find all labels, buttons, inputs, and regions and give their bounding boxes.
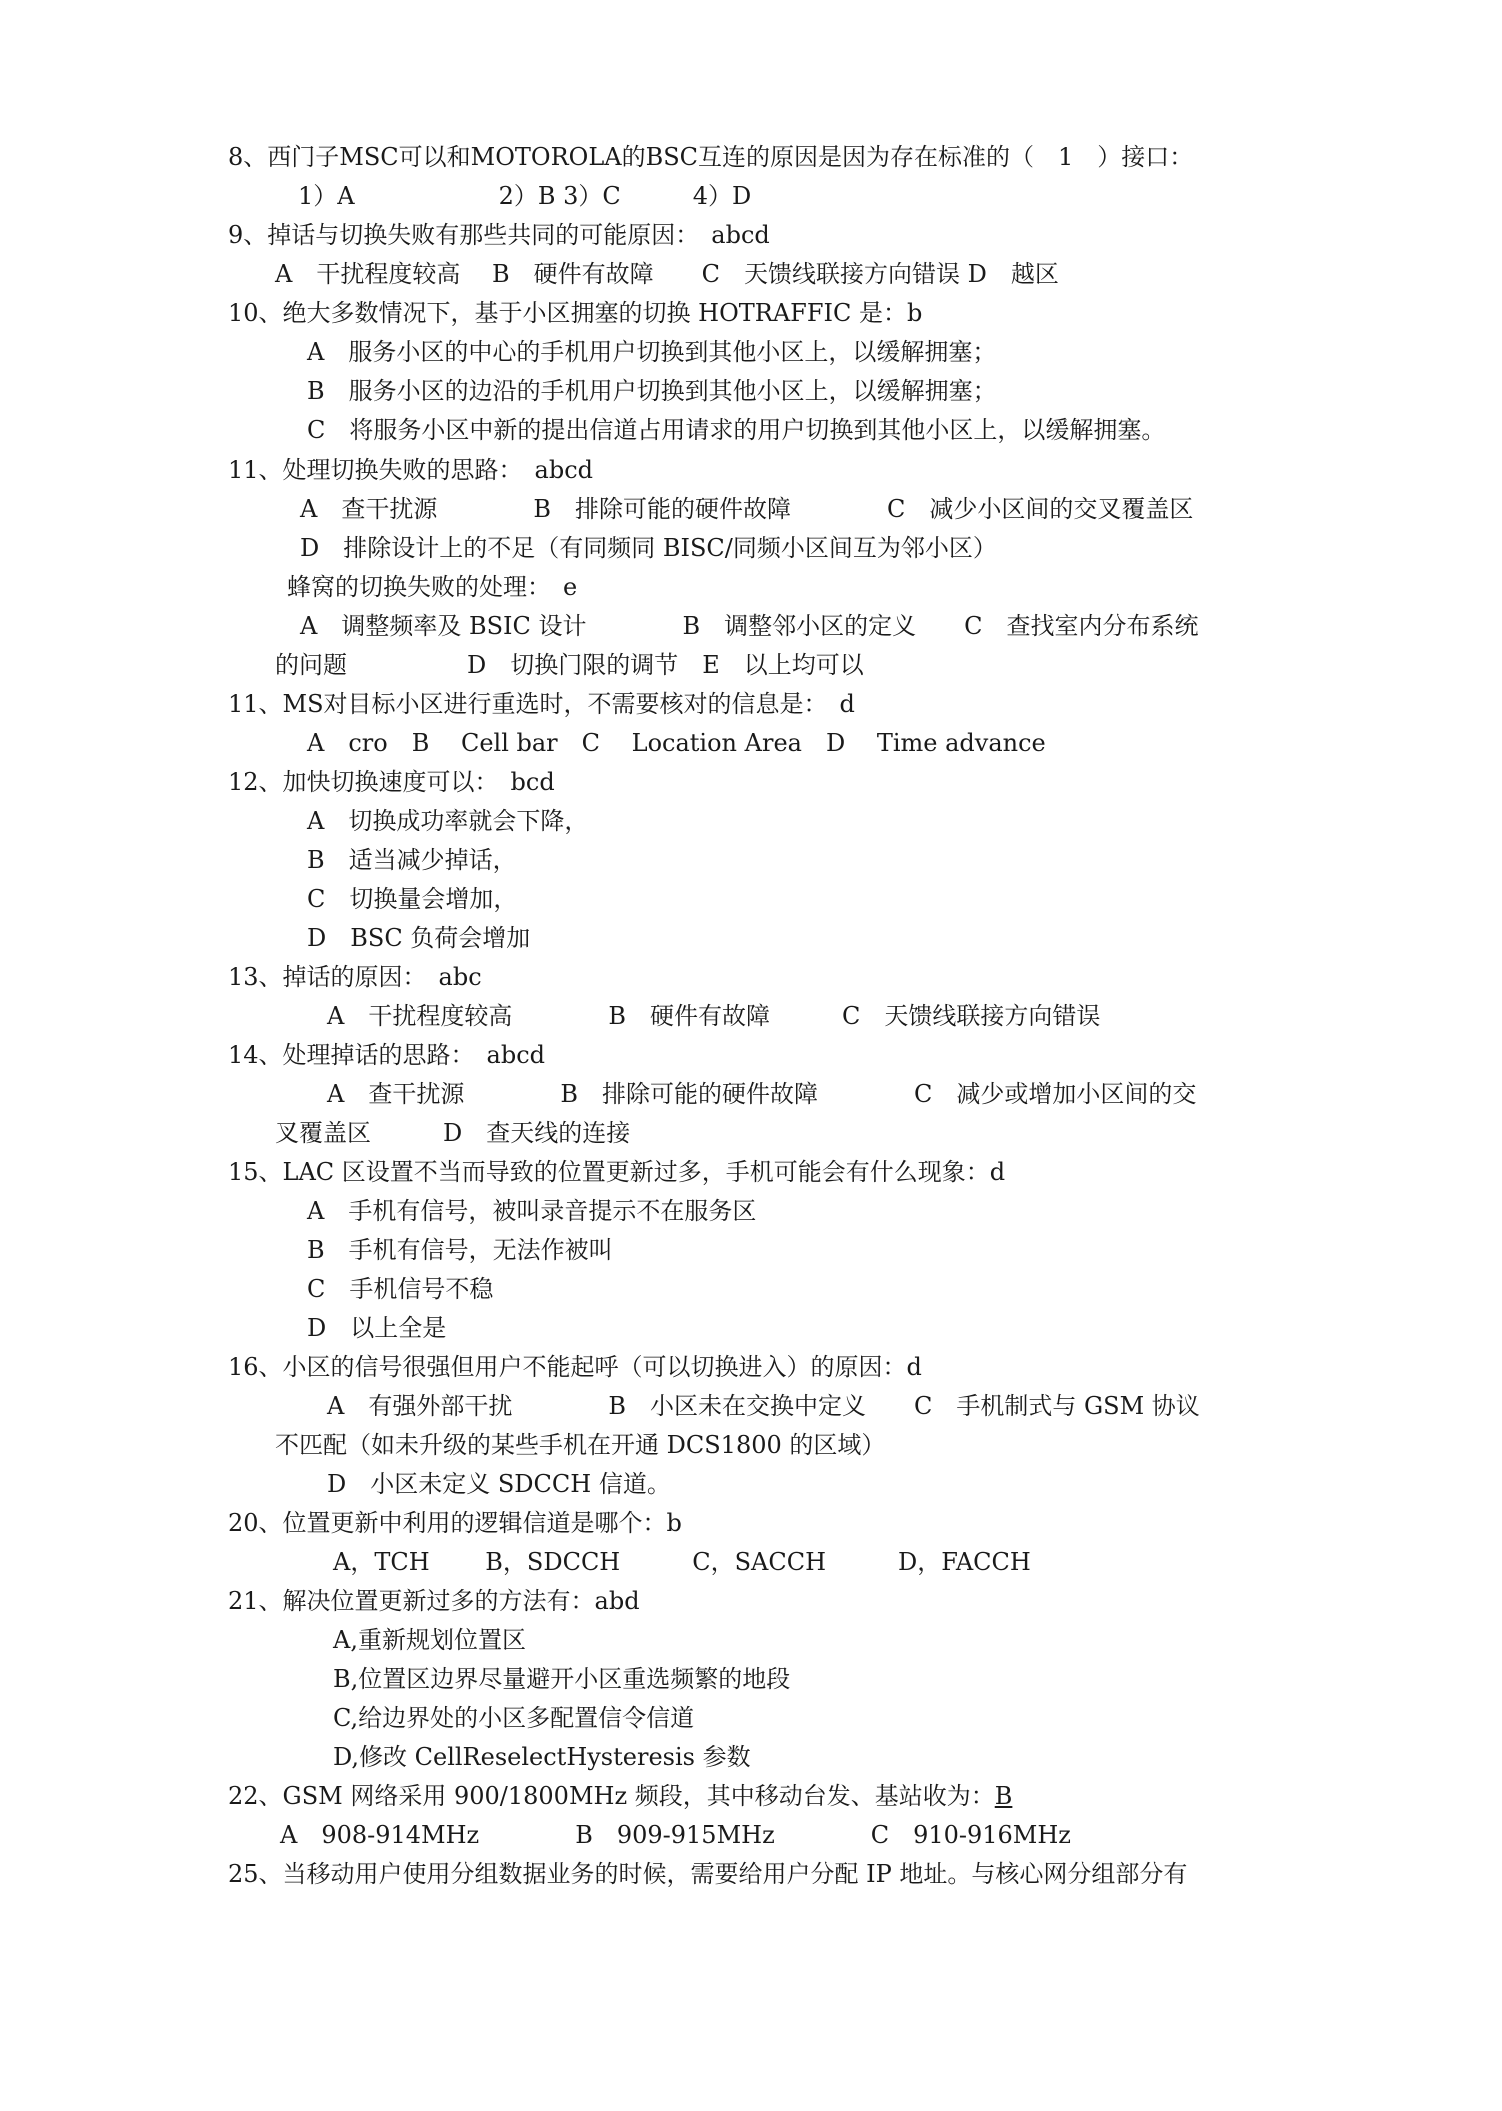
question-12-option-a: A 切换成功率就会下降，: [307, 807, 589, 835]
question-11-sub-options-1: A 调整频率及 BSIC 设计 B 调整邻小区的定义 C 查找室内分布系统: [300, 612, 1199, 640]
question-12-option-d: D BSC 负荷会增加: [307, 924, 531, 952]
question-15-option-a: A 手机有信号，被叫录音提示不在服务区: [307, 1197, 757, 1225]
question-14-options-2: 叉覆盖区 D 查天线的连接: [275, 1119, 631, 1147]
question-20-options: A，TCH B，SDCCH C，SACCH D，FACCH: [333, 1548, 1031, 1576]
question-16-option-d: D 小区未定义 SDCCH 信道。: [327, 1470, 671, 1498]
question-12-option-c: C 切换量会增加，: [307, 885, 518, 913]
question-16-options-1: A 有强外部干扰 B 小区未在交换中定义 C 手机制式与 GSM 协议: [327, 1392, 1200, 1420]
question-8: 8、西门子MSC可以和MOTOROLA的BSC互连的原因是因为存在标准的（ 1 ）接口：: [228, 143, 1194, 171]
question-10-option-b: B 服务小区的边沿的手机用户切换到其他小区上，以缓解拥塞；: [307, 377, 997, 405]
question-21-option-d: D,修改 CellReselectHysteresis 参数: [333, 1743, 751, 1771]
question-16-options-2: 不匹配（如未升级的某些手机在开通 DCS1800 的区域）: [275, 1431, 886, 1459]
question-16: 16、小区的信号很强但用户不能起呼（可以切换进入）的原因：d: [228, 1353, 922, 1381]
question-21: 21、解决位置更新过多的方法有：abd: [228, 1587, 640, 1615]
question-9: 9、掉话与切换失败有那些共同的可能原因： abcd: [228, 221, 770, 249]
question-8-options: 1）A 2）B 3）C 4）D: [298, 182, 752, 210]
question-14-options-1: A 查干扰源 B 排除可能的硬件故障 C 减少或增加小区间的交: [327, 1080, 1197, 1108]
question-11-sub: 蜂窝的切换失败的处理： e: [287, 573, 578, 601]
question-13: 13、掉话的原因： abc: [228, 963, 482, 991]
question-25: 25、当移动用户使用分组数据业务的时候，需要给用户分配 IP 地址。与核心网分组部分有: [228, 1860, 1188, 1888]
question-20: 20、位置更新中利用的逻辑信道是哪个：b: [228, 1509, 682, 1537]
question-21-option-a: A,重新规划位置区: [333, 1626, 526, 1654]
question-22-options: A 908-914MHz B 909-915MHz C 910-916MHz: [280, 1821, 1071, 1849]
question-15-option-d: D 以上全是: [307, 1314, 447, 1342]
question-15-option-b: B 手机有信号，无法作被叫: [307, 1236, 613, 1264]
question-11a: 11、处理切换失败的思路： abcd: [228, 456, 594, 484]
question-11a-options-2: D 排除设计上的不足（有同频同 BISC/同频小区间互为邻小区）: [300, 534, 997, 562]
question-22-answer: B: [994, 1782, 1013, 1810]
question-11-sub-options-2: 的问题 D 切换门限的调节 E 以上均可以: [275, 651, 864, 679]
question-10-option-a: A 服务小区的中心的手机用户切换到其他小区上，以缓解拥塞；: [307, 338, 997, 366]
question-12-option-b: B 适当减少掉话，: [307, 846, 517, 874]
question-21-option-b: B,位置区边界尽量避开小区重选频繁的地段: [333, 1665, 791, 1693]
question-11b: 11、MS对目标小区进行重选时，不需要核对的信息是： d: [228, 690, 855, 718]
question-14: 14、处理掉话的思路： abcd: [228, 1041, 546, 1069]
question-10-option-c: C 将服务小区中新的提出信道占用请求的用户切换到其他小区上，以缓解拥塞。: [307, 416, 1166, 444]
question-13-options: A 干扰程度较高 B 硬件有故障 C 天馈线联接方向错误: [327, 1002, 1101, 1030]
question-21-option-c: C,给边界处的小区多配置信令信道: [333, 1704, 695, 1732]
question-11a-options-1: A 查干扰源 B 排除可能的硬件故障 C 减少小区间的交叉覆盖区: [300, 495, 1194, 523]
question-15: 15、LAC 区设置不当而导致的位置更新过多，手机可能会有什么现象：d: [228, 1158, 1006, 1186]
question-9-options: A 干扰程度较高 B 硬件有故障 C 天馈线联接方向错误 D 越区: [275, 260, 1059, 288]
question-11b-options: A cro B Cell bar C Location Area D Time advance: [307, 729, 1046, 757]
question-22-text: 22、GSM 网络采用 900/1800MHz 频段，其中移动台发、基站收为：: [228, 1782, 995, 1810]
question-10: 10、绝大多数情况下，基于小区拥塞的切换 HOTRAFFIC 是：b: [228, 299, 923, 327]
question-15-option-c: C 手机信号不稳: [307, 1275, 494, 1303]
question-22: [228, 1781, 1012, 1811]
question-12: 12、加快切换速度可以： bcd: [228, 768, 555, 796]
